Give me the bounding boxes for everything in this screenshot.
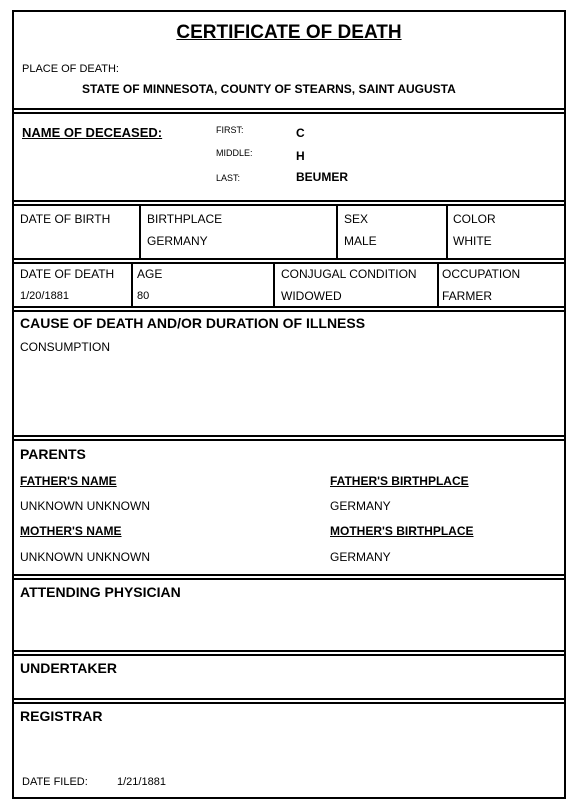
last-name-value: BEUMER	[296, 170, 349, 184]
color-label: COLOR	[453, 212, 496, 226]
birthplace-value: GERMANY	[147, 234, 208, 248]
conjugal-condition-value: WIDOWED	[281, 289, 342, 303]
column-divider	[273, 262, 275, 308]
cause-of-death-value: CONSUMPTION	[20, 340, 110, 354]
column-divider	[131, 262, 133, 308]
date-of-death-label: DATE OF DEATH	[20, 267, 115, 281]
occupation-label: OCCUPATION	[442, 267, 521, 281]
date-filed-label: DATE FILED:	[22, 776, 88, 788]
divider	[14, 650, 564, 652]
date-of-death-value: 1/20/1881	[20, 290, 69, 302]
first-name-value: C	[296, 126, 305, 140]
divider	[14, 439, 564, 441]
middle-name-value: H	[296, 149, 305, 163]
divider	[14, 262, 564, 264]
father-birthplace-value: GERMANY	[330, 499, 391, 513]
divider	[14, 310, 564, 312]
last-name-label: LAST:	[216, 173, 241, 183]
attending-physician-label: ATTENDING PHYSICIAN	[20, 584, 181, 600]
father-birthplace-label: FATHER'S BIRTHPLACE	[330, 474, 469, 488]
divider	[14, 698, 564, 700]
place-of-death-value: STATE OF MINNESOTA, COUNTY OF STEARNS, SAINT AUGUSTA	[82, 82, 456, 96]
divider	[14, 654, 564, 656]
parents-label: PARENTS	[20, 446, 86, 462]
death-certificate	[12, 10, 566, 799]
first-name-label: FIRST:	[216, 125, 244, 135]
cause-of-death-label: CAUSE OF DEATH AND/OR DURATION OF ILLNESS	[20, 315, 366, 331]
divider	[14, 258, 564, 260]
column-divider	[446, 204, 448, 260]
column-divider	[139, 204, 141, 260]
color-value: WHITE	[453, 234, 492, 248]
date-of-birth-label: DATE OF BIRTH	[20, 212, 111, 226]
divider	[14, 306, 564, 308]
registrar-label: REGISTRAR	[20, 708, 103, 724]
occupation-value: FARMER	[442, 289, 493, 303]
divider	[14, 578, 564, 580]
certificate-title: CERTIFICATE OF DEATH	[176, 22, 402, 43]
sex-value: MALE	[344, 234, 377, 248]
divider	[14, 574, 564, 576]
column-divider	[437, 262, 439, 308]
mother-name-label: MOTHER'S NAME	[20, 524, 122, 538]
divider	[14, 702, 564, 704]
undertaker-label: UNDERTAKER	[20, 660, 117, 676]
divider	[14, 200, 564, 202]
column-divider	[336, 204, 338, 260]
date-filed-value: 1/21/1881	[117, 776, 166, 788]
divider	[14, 108, 564, 110]
age-label: AGE	[137, 267, 163, 281]
birthplace-label: BIRTHPLACE	[147, 212, 223, 226]
sex-label: SEX	[344, 212, 369, 226]
age-value: 80	[137, 290, 150, 302]
divider	[14, 204, 564, 206]
place-of-death-label: PLACE OF DEATH:	[22, 63, 119, 75]
mother-name-value: UNKNOWN UNKNOWN	[20, 550, 150, 564]
mother-birthplace-label: MOTHER'S BIRTHPLACE	[330, 524, 474, 538]
name-of-deceased-label: NAME OF DECEASED:	[22, 125, 163, 140]
mother-birthplace-value: GERMANY	[330, 550, 391, 564]
conjugal-condition-label: CONJUGAL CONDITION	[281, 267, 417, 281]
father-name-label: FATHER'S NAME	[20, 474, 117, 488]
middle-name-label: MIDDLE:	[216, 148, 253, 158]
divider	[14, 112, 564, 114]
father-name-value: UNKNOWN UNKNOWN	[20, 499, 150, 513]
divider	[14, 435, 564, 437]
